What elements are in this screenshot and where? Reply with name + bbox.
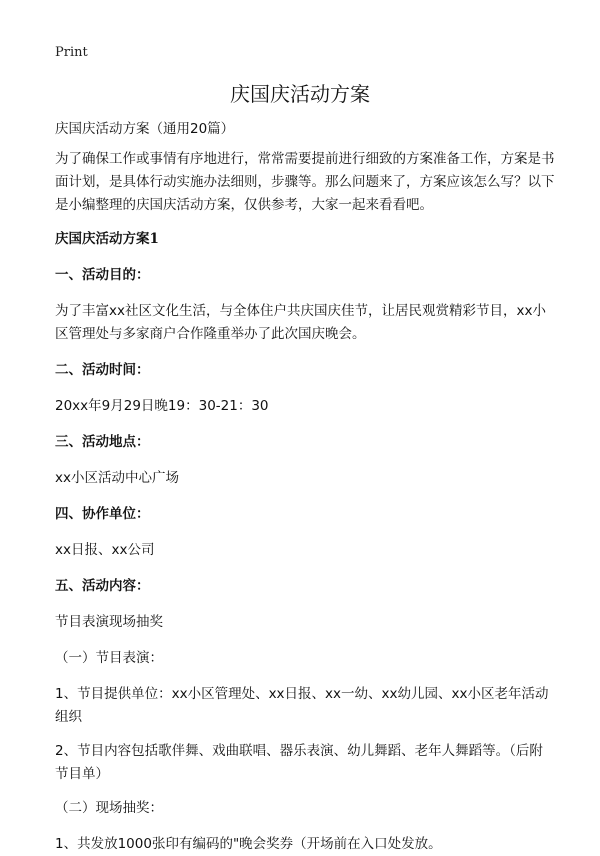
heading-purpose: 一、活动目的： bbox=[55, 267, 150, 283]
sub-heading-performance: （一）节目表演： bbox=[55, 650, 163, 666]
section-title: 庆国庆活动方案1 bbox=[55, 231, 159, 247]
heading-time: 二、活动时间： bbox=[55, 362, 150, 378]
location-text: xx小区活动中心广场 bbox=[55, 470, 179, 486]
list-item: 1、共发放1000张印有编码的"晚会奖券（开场前在入口处发放。 bbox=[55, 836, 442, 852]
list-item: 1、节目提供单位：xx小区管理处、xx日报、xx一幼、xx幼儿园、xx小区老年活动组织 bbox=[55, 686, 549, 725]
heading-content: 五、活动内容： bbox=[55, 578, 150, 594]
document-subtitle: 庆国庆活动方案（通用20篇） bbox=[55, 121, 235, 137]
sub-heading-lottery: （二）现场抽奖： bbox=[55, 800, 163, 816]
time-text: 20xx年9月29日晚19：30-21：30 bbox=[55, 398, 269, 414]
purpose-text: 为了丰富xx社区文化生活，与全体住户共庆国庆佳节，让居民观赏精彩节目，xx小区管理处与多家商户合作隆重举办了此次国庆晚会。 bbox=[55, 303, 546, 342]
heading-partners: 四、协作单位： bbox=[55, 506, 150, 522]
list-item: 2、节目内容包括歌伴舞、戏曲联唱、器乐表演、幼儿舞蹈、老年人舞蹈等。（后附节目单） bbox=[55, 743, 543, 782]
document-body bbox=[55, 118, 555, 856]
print-link[interactable]: Print bbox=[55, 45, 88, 60]
intro-paragraph: 为了确保工作或事情有序地进行，常常需要提前进行细致的方案准备工作，方案是书面计划，是具体行动实施办法细则，步骤等。那么问题来了，方案应该怎么写？以下是小编整理的庆国庆活动方案，仅供参考，大家一起来看看吧。 bbox=[55, 151, 555, 213]
partners-text: xx日报、xx公司 bbox=[55, 542, 155, 558]
content-text: 节目表演现场抽奖 bbox=[55, 614, 163, 630]
page-title: 庆国庆活动方案 bbox=[230, 82, 370, 106]
heading-location: 三、活动地点： bbox=[55, 434, 150, 450]
